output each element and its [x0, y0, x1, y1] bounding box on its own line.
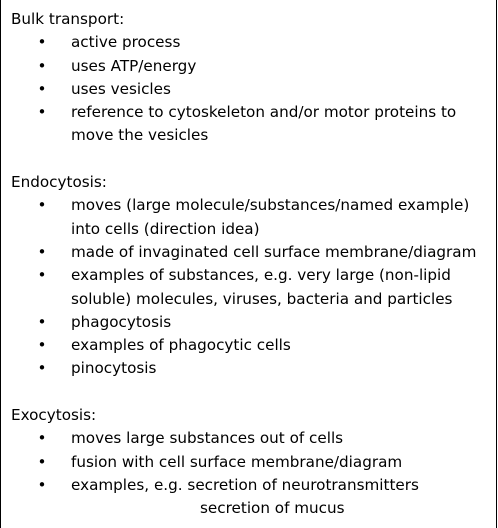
list-item: [11, 451, 493, 474]
list-item-text: moves (large molecule/substances/named example) into cells (direction idea): [71, 196, 470, 238]
bullet-icon: •: [37, 103, 47, 122]
list-item-text: phagocytosis: [71, 312, 172, 331]
bullet-icon: •: [37, 56, 47, 75]
list-item-text: reference to cytoskeleton and/or motor proteins to move the vesicles: [71, 103, 457, 145]
bullet-icon: •: [37, 475, 47, 494]
list-item: [11, 55, 493, 78]
list-item-text: examples, e.g. secretion of neurotransmitters: [71, 475, 419, 494]
list-item: [11, 474, 493, 521]
list-item-text: made of invaginated cell surface membrane/diagram: [71, 242, 477, 261]
list-item: [11, 334, 493, 357]
list-item-text: examples of phagocytic cells: [71, 336, 291, 355]
list-item-text: pinocytosis: [71, 359, 157, 378]
bullet-icon: •: [37, 33, 47, 52]
document-content: [11, 8, 493, 521]
list-item: [11, 241, 493, 264]
list-item: [11, 194, 493, 241]
section-bulk-transport: [11, 8, 493, 148]
section-heading: Bulk transport:: [11, 10, 125, 28]
bullet-list: [11, 194, 493, 380]
bullet-icon: •: [37, 266, 47, 285]
section-exocytosis: [11, 404, 493, 520]
bullet-icon: •: [37, 359, 47, 378]
bullet-icon: •: [37, 452, 47, 471]
bullet-icon: •: [37, 196, 47, 215]
list-item: [11, 78, 493, 101]
list-item-continuation: secretion of mucus: [200, 499, 345, 518]
list-item-text: uses ATP/energy: [71, 56, 197, 75]
list-item: [11, 427, 493, 450]
bullet-icon: •: [37, 336, 47, 355]
list-item-text: moves large substances out of cells: [71, 429, 344, 448]
section-endocytosis: [11, 171, 493, 381]
bullet-icon: •: [37, 429, 47, 448]
section-heading: Exocytosis:: [11, 406, 97, 425]
bullet-icon: •: [37, 312, 47, 331]
list-item-text: uses vesicles: [71, 79, 171, 98]
list-item: [11, 31, 493, 54]
list-item-text: examples of substances, e.g. very large (non-lipid soluble) molecules, viruses, bacteria and particles: [71, 266, 453, 308]
list-item: [11, 101, 493, 148]
bullet-icon: •: [37, 242, 47, 261]
bullet-icon: •: [37, 79, 47, 98]
section-heading: Endocytosis:: [11, 173, 107, 192]
list-item: [11, 357, 493, 380]
list-item-text: fusion with cell surface membrane/diagram: [71, 452, 403, 471]
list-item: [11, 311, 493, 334]
bullet-list: [11, 427, 493, 520]
list-item-text: active process: [71, 33, 181, 52]
bullet-list: [11, 31, 493, 147]
list-item: [11, 264, 493, 311]
